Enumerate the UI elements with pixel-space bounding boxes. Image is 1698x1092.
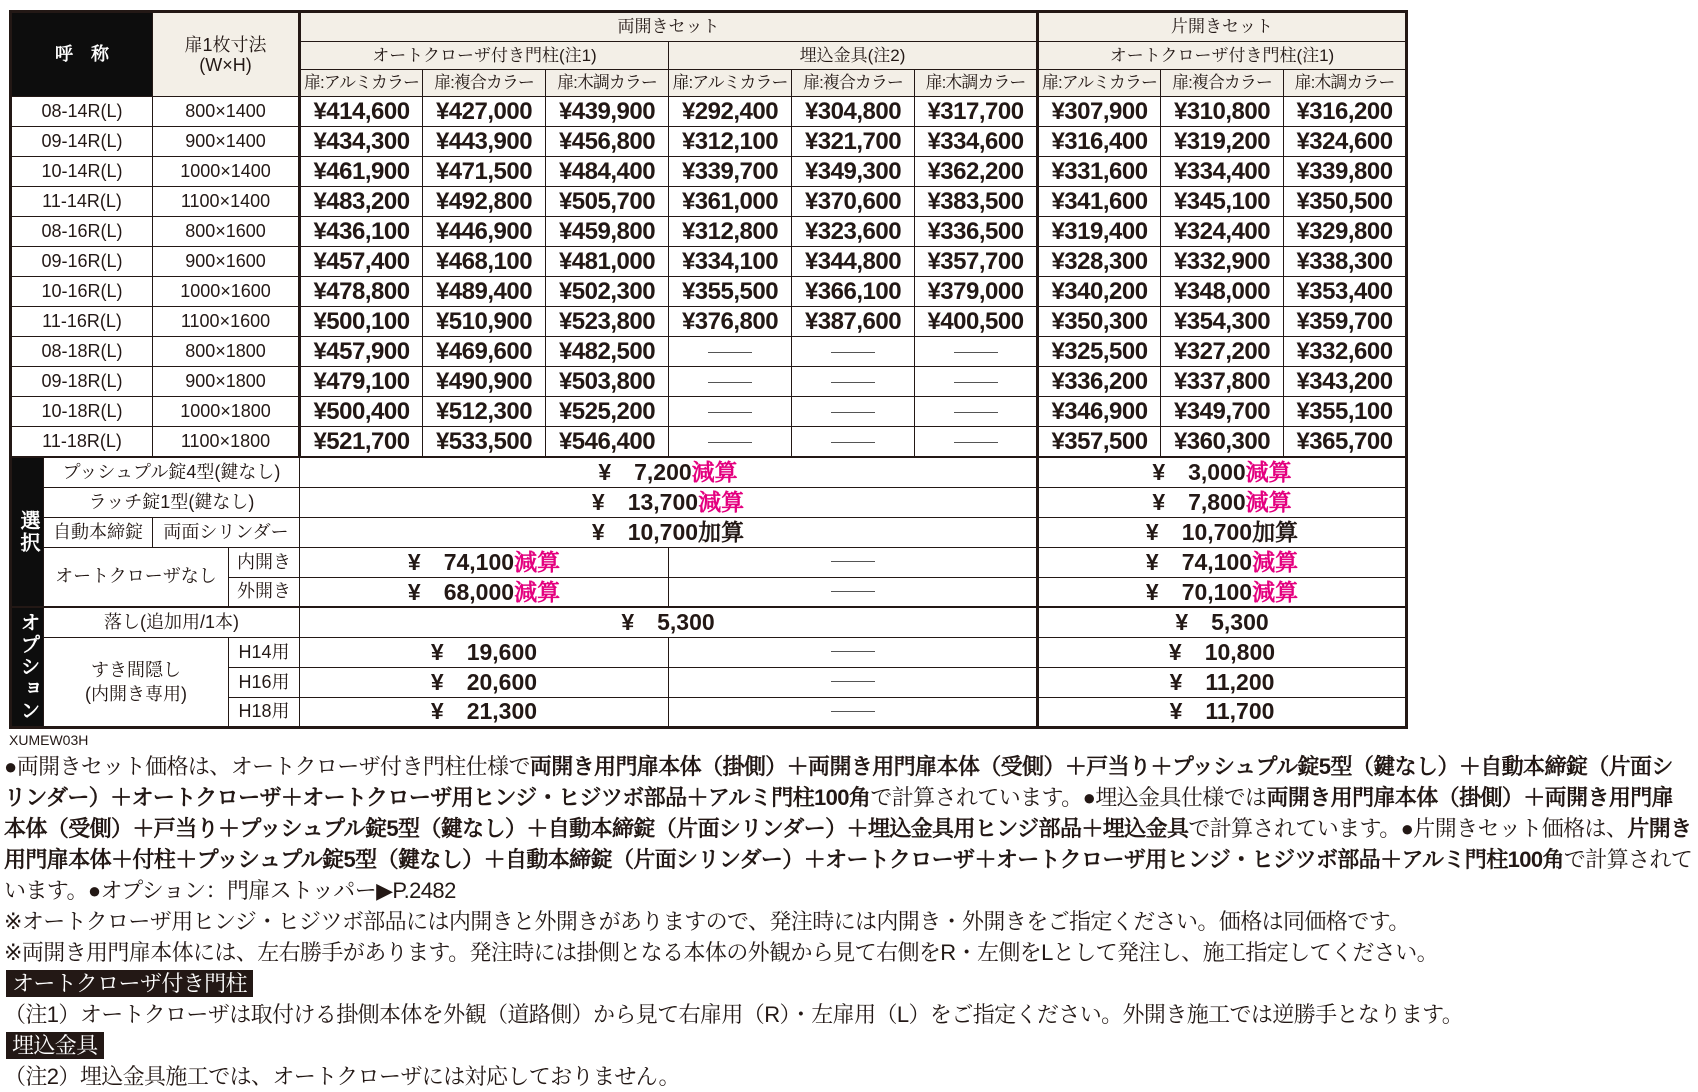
price-cell: ¥502,300: [546, 277, 669, 307]
dash-mark: [708, 382, 752, 383]
dash-mark: [831, 651, 875, 652]
price-cell: ¥360,300: [1161, 427, 1284, 458]
door-size: 1000×1600: [153, 277, 300, 307]
price-cell: ¥325,500: [1038, 337, 1161, 367]
adjust-type: 減算: [514, 578, 561, 605]
price-cell: ¥481,000: [546, 247, 669, 277]
price-cell: ¥327,200: [1161, 337, 1284, 367]
note-bold-segment: 片開き用門扉本体＋付柱＋プッシュプル錠5型（鍵なし）＋自動本締錠（片面シリンダー）＋オートクローザ＋オートクローザ用ヒンジ・ヒジツボ部品＋アルミ門柱100角: [4, 815, 1692, 872]
price-cell: ¥469,600: [423, 337, 546, 367]
table-row: [11, 337, 1407, 367]
opening-outer-label: 外開き: [229, 577, 300, 607]
model-name: 11-14R(L): [11, 187, 153, 217]
header-color: 扉:アルミカラー: [1038, 70, 1161, 97]
price-cell: ¥379,000: [915, 277, 1038, 307]
price-cell: ¥436,100: [300, 217, 423, 247]
price-cell: ¥324,400: [1161, 217, 1284, 247]
push-lock-label: プッシュプル錠4型(鍵なし): [44, 457, 300, 487]
dash-mark: [954, 382, 998, 383]
not-available: [915, 337, 1038, 367]
table-row: [11, 367, 1407, 397]
price-cell: ¥482,500: [546, 337, 669, 367]
price-cell: ¥546,400: [546, 427, 669, 458]
adjust-price: [1038, 577, 1407, 607]
price-cell: ¥479,100: [300, 367, 423, 397]
model-name: 10-16R(L): [11, 277, 153, 307]
price-value: ¥ 70,100: [1145, 578, 1253, 605]
adjust-price: [300, 517, 1038, 547]
price-cell: ¥346,900: [1038, 397, 1161, 427]
note-segment: で計算されています。●埋込金具仕様では: [870, 784, 1267, 810]
adjust-type: 減算: [1245, 488, 1292, 515]
price-cell: ¥339,800: [1284, 157, 1407, 187]
dash-mark: [831, 591, 875, 592]
option-row-drop: [11, 607, 1407, 637]
select-row-no-closer-inner: [11, 547, 1407, 577]
header-color: 扉:木調カラー: [915, 70, 1038, 97]
price-value: ¥ 13,700: [591, 488, 699, 515]
price-cell: ¥400,500: [915, 307, 1038, 337]
price-value: ¥ 74,100: [407, 548, 515, 575]
adjust-type: 減算: [1252, 578, 1299, 605]
adjust-price: [300, 607, 1038, 637]
price-cell: ¥349,700: [1161, 397, 1284, 427]
price-cell: ¥457,900: [300, 337, 423, 367]
select-row-latch: [11, 487, 1407, 517]
header-color: 扉:木調カラー: [546, 70, 669, 97]
dash-mark: [831, 561, 875, 562]
dash-mark: [831, 442, 875, 443]
price-cell: ¥533,500: [423, 427, 546, 458]
drop-rod-label: 落し(追加用/1本): [44, 607, 300, 637]
no-closer-label: オートクローザなし: [44, 547, 229, 607]
header-name: 呼 称: [11, 12, 153, 97]
table-row: [11, 427, 1407, 458]
dash-mark: [708, 412, 752, 413]
price-cell: ¥343,200: [1284, 367, 1407, 397]
door-size: 1000×1400: [153, 157, 300, 187]
price-cell: ¥312,100: [669, 127, 792, 157]
height-label: H14用: [229, 637, 300, 667]
price-cell: ¥483,200: [300, 187, 423, 217]
header-color: 扉:木調カラー: [1284, 70, 1407, 97]
not-available: [669, 577, 1038, 607]
model-name: 09-16R(L): [11, 247, 153, 277]
not-available: [792, 367, 915, 397]
price-cell: ¥304,800: [792, 97, 915, 127]
header-color: 扉:複合カラー: [792, 70, 915, 97]
header-embedded: 埋込金具(注2): [669, 42, 1038, 70]
header-color: 扉:アルミカラー: [300, 70, 423, 97]
note-segment: ●両開きセット価格は、オートクローザ付き門柱仕様で: [4, 753, 530, 779]
price-cell: ¥337,800: [1161, 367, 1284, 397]
note-hand: ※両開き用門扉本体には、左右勝手があります。発注時には掛側となる本体の外観から見て右側をR・左側をLとして発注し、施工指定してください。: [4, 939, 1439, 965]
not-available: [792, 427, 915, 458]
table-row: [11, 127, 1407, 157]
price-cell: ¥414,600: [300, 97, 423, 127]
not-available: [669, 337, 792, 367]
adjust-type: 加算: [1252, 518, 1299, 545]
table-row: [11, 397, 1407, 427]
price-cell: ¥323,600: [792, 217, 915, 247]
price-value: ¥ 3,000: [1152, 459, 1246, 486]
adjust-type: 減算: [514, 548, 561, 575]
price-cell: ¥459,800: [546, 217, 669, 247]
header-size: 扉1枚寸法 (W×H): [153, 12, 300, 97]
tag-embedded: 埋込金具: [6, 1032, 104, 1059]
model-name: 08-16R(L): [11, 217, 153, 247]
door-size: 800×1800: [153, 337, 300, 367]
price-cell: ¥316,200: [1284, 97, 1407, 127]
price-cell: ¥439,900: [546, 97, 669, 127]
adjust-type: 減算: [1252, 548, 1299, 575]
price-cell: ¥316,400: [1038, 127, 1161, 157]
price-cell: ¥376,800: [669, 307, 792, 337]
price-cell: ¥350,500: [1284, 187, 1407, 217]
dash-mark: [831, 681, 875, 682]
price-cell: ¥357,500: [1038, 427, 1161, 458]
price-cell: ¥370,600: [792, 187, 915, 217]
option-label: オプション: [11, 607, 44, 727]
price-cell: ¥357,700: [915, 247, 1038, 277]
model-name: 10-18R(L): [11, 397, 153, 427]
price-cell: ¥456,800: [546, 127, 669, 157]
price-cell: ¥344,800: [792, 247, 915, 277]
price-cell: ¥339,700: [669, 157, 792, 187]
price-cell: ¥510,900: [423, 307, 546, 337]
adjust-price: [300, 577, 669, 607]
price-cell: ¥505,700: [546, 187, 669, 217]
price-cell: ¥338,300: [1284, 247, 1407, 277]
price-cell: ¥353,400: [1284, 277, 1407, 307]
price-cell: ¥345,100: [1161, 187, 1284, 217]
price-cell: ¥334,600: [915, 127, 1038, 157]
tag-autocloser: オートクローザ付き門柱: [6, 970, 253, 997]
price-cell: ¥361,000: [669, 187, 792, 217]
door-size: 1000×1800: [153, 397, 300, 427]
price-cell: ¥492,800: [423, 187, 546, 217]
adjust-price: [1038, 457, 1407, 487]
price-cell: ¥471,500: [423, 157, 546, 187]
door-size: 800×1600: [153, 217, 300, 247]
not-available: [669, 667, 1038, 697]
option-row-gap: [11, 637, 1407, 667]
price-cell: ¥307,900: [1038, 97, 1161, 127]
price-cell: ¥490,900: [423, 367, 546, 397]
adjust-price: [1038, 667, 1407, 697]
price-cell: ¥362,200: [915, 157, 1038, 187]
note-bold-segment: 両開き用門扉本体（掛側）＋両開き用門扉本体（受側）＋戸当り＋プッシュプル錠5型（鍵なし）＋自動本締錠（片面シリンダー）＋オートクローザ＋オートクローザ用ヒンジ・ヒジツボ部品＋アルミ門柱100角: [4, 753, 1673, 810]
price-value: ¥ 74,100: [1145, 548, 1253, 575]
price-value: ¥ 11,200: [1169, 668, 1275, 695]
not-available: [669, 547, 1038, 577]
price-cell: ¥503,800: [546, 367, 669, 397]
price-value: ¥ 20,600: [430, 668, 538, 695]
price-cell: ¥468,100: [423, 247, 546, 277]
price-cell: ¥354,300: [1161, 307, 1284, 337]
price-cell: ¥355,100: [1284, 397, 1407, 427]
select-row-deadbolt: [11, 517, 1407, 547]
adjust-type: 減算: [698, 488, 745, 515]
price-value: ¥ 10,700: [1145, 518, 1253, 545]
product-code: XUMEW03H: [9, 731, 89, 748]
price-value: ¥ 11,700: [1169, 698, 1275, 725]
dash-mark: [954, 352, 998, 353]
price-cell: ¥484,400: [546, 157, 669, 187]
adjust-price: [300, 637, 669, 667]
price-cell: ¥292,400: [669, 97, 792, 127]
price-value: ¥ 5,300: [1175, 609, 1269, 636]
header-color: 扉:複合カラー: [423, 70, 546, 97]
price-cell: ¥348,000: [1161, 277, 1284, 307]
model-name: 11-18R(L): [11, 427, 153, 458]
price-cell: ¥336,500: [915, 217, 1038, 247]
price-cell: ¥489,400: [423, 277, 546, 307]
adjust-type: 減算: [691, 459, 738, 486]
note-1: （注1）オートクローザは取付ける掛側本体を外観（道路側）から見て右扉用（R）・左扉用（L）をご指定ください。外開き施工では逆勝手となります。: [4, 1001, 1464, 1027]
not-available: [792, 337, 915, 367]
note-segment: で計算されています。●オプション：門扉ストッパー▶P.2482: [4, 846, 1693, 903]
model-name: 11-16R(L): [11, 307, 153, 337]
not-available: [669, 637, 1038, 667]
price-cell: ¥321,700: [792, 127, 915, 157]
price-value: ¥ 68,000: [407, 578, 515, 605]
price-value: ¥ 5,300: [621, 609, 715, 636]
price-cell: ¥461,900: [300, 157, 423, 187]
dash-mark: [831, 352, 875, 353]
gap-cover-label: すき間隠し (内開き専用): [44, 637, 229, 727]
price-cell: ¥443,900: [423, 127, 546, 157]
price-cell: ¥334,100: [669, 247, 792, 277]
price-cell: ¥355,500: [669, 277, 792, 307]
model-name: 08-14R(L): [11, 97, 153, 127]
header-single-set: 片開きセット: [1038, 12, 1407, 42]
price-value: ¥ 7,200: [598, 459, 692, 486]
price-value: ¥ 10,700: [591, 518, 699, 545]
dash-mark: [708, 442, 752, 443]
select-row-push: [11, 457, 1407, 487]
price-cell: ¥512,300: [423, 397, 546, 427]
price-cell: ¥324,600: [1284, 127, 1407, 157]
adjust-price: [300, 487, 1038, 517]
model-name: 10-14R(L): [11, 157, 153, 187]
price-cell: ¥523,800: [546, 307, 669, 337]
price-cell: ¥341,600: [1038, 187, 1161, 217]
price-cell: ¥331,600: [1038, 157, 1161, 187]
price-cell: ¥500,400: [300, 397, 423, 427]
adjust-price: [1038, 487, 1407, 517]
door-size: 800×1400: [153, 97, 300, 127]
height-label: H18用: [229, 697, 300, 727]
select-label: 選択: [11, 457, 44, 607]
price-value: ¥ 19,600: [430, 638, 538, 665]
door-size: 1100×1800: [153, 427, 300, 458]
table-row: [11, 277, 1407, 307]
height-label: H16用: [229, 667, 300, 697]
price-cell: ¥332,900: [1161, 247, 1284, 277]
table-row: [11, 157, 1407, 187]
deadbolt-label: 自動本締錠: [44, 517, 153, 547]
adjust-type: 減算: [1245, 459, 1292, 486]
note-segment: で計算されています。●片開きセット価格は、: [1188, 815, 1628, 841]
price-value: ¥ 10,800: [1168, 638, 1276, 665]
notes: [4, 751, 1694, 1092]
adjust-price: [1038, 517, 1407, 547]
price-cell: ¥332,600: [1284, 337, 1407, 367]
price-cell: ¥350,300: [1038, 307, 1161, 337]
door-size: 900×1800: [153, 367, 300, 397]
price-cell: ¥334,400: [1161, 157, 1284, 187]
opening-inner-label: 内開き: [229, 547, 300, 577]
note-bold-segment: 両開き用門扉本体（掛側）＋両開き用門扉本体（受側）＋戸当り＋プッシュプル錠5型（鍵なし）＋自動本締錠（片面シリンダー）＋埋込金具用ヒンジ部品＋埋込金具: [4, 784, 1674, 841]
adjust-price: [300, 697, 669, 727]
price-value: ¥ 7,800: [1152, 488, 1246, 515]
price-value: ¥ 21,300: [430, 698, 538, 725]
door-size: 1100×1400: [153, 187, 300, 217]
header-color: 扉:複合カラー: [1161, 70, 1284, 97]
price-cell: ¥328,300: [1038, 247, 1161, 277]
adjust-price: [1038, 547, 1407, 577]
door-size: 900×1600: [153, 247, 300, 277]
door-size: 900×1400: [153, 127, 300, 157]
price-cell: ¥310,800: [1161, 97, 1284, 127]
note-pricing: [4, 751, 1694, 906]
price-cell: ¥457,400: [300, 247, 423, 277]
adjust-type: 加算: [698, 518, 745, 545]
header-double-set: 両開きセット: [300, 12, 1038, 42]
adjust-price: [300, 667, 669, 697]
table-row: [11, 97, 1407, 127]
adjust-price: [1038, 607, 1407, 637]
table-row: [11, 217, 1407, 247]
header-autocloser-single: オートクローザ付き門柱(注1): [1038, 42, 1407, 70]
price-cell: ¥366,100: [792, 277, 915, 307]
adjust-price: [300, 457, 1038, 487]
not-available: [669, 397, 792, 427]
price-cell: ¥525,200: [546, 397, 669, 427]
price-cell: ¥336,200: [1038, 367, 1161, 397]
price-cell: ¥500,100: [300, 307, 423, 337]
price-cell: ¥349,300: [792, 157, 915, 187]
price-cell: ¥365,700: [1284, 427, 1407, 458]
price-cell: ¥319,400: [1038, 217, 1161, 247]
dash-mark: [954, 442, 998, 443]
not-available: [669, 427, 792, 458]
dash-mark: [831, 711, 875, 712]
not-available: [915, 367, 1038, 397]
not-available: [792, 397, 915, 427]
price-cell: ¥317,700: [915, 97, 1038, 127]
not-available: [669, 697, 1038, 727]
price-cell: ¥312,800: [669, 217, 792, 247]
dash-mark: [708, 352, 752, 353]
deadbolt-cylinder-label: 両面シリンダー: [153, 517, 300, 547]
price-cell: ¥387,600: [792, 307, 915, 337]
price-cell: ¥359,700: [1284, 307, 1407, 337]
dash-mark: [954, 412, 998, 413]
note-2: （注2）埋込金具施工では、オートクローザには対応しておりません。: [4, 1063, 680, 1089]
price-cell: ¥446,900: [423, 217, 546, 247]
table-row: [11, 187, 1407, 217]
note-hinge: ※オートクローザ用ヒンジ・ヒジツボ部品には内開きと外開きがありますので、発注時には内開き・外開きをご指定ください。価格は同価格です。: [4, 908, 1410, 934]
price-cell: ¥319,200: [1161, 127, 1284, 157]
not-available: [915, 397, 1038, 427]
price-cell: ¥427,000: [423, 97, 546, 127]
header-color: 扉:アルミカラー: [669, 70, 792, 97]
price-cell: ¥340,200: [1038, 277, 1161, 307]
price-cell: ¥434,300: [300, 127, 423, 157]
model-name: 09-18R(L): [11, 367, 153, 397]
dash-mark: [831, 412, 875, 413]
model-name: 09-14R(L): [11, 127, 153, 157]
not-available: [669, 367, 792, 397]
dash-mark: [831, 382, 875, 383]
not-available: [915, 427, 1038, 458]
header-autocloser: オートクローザ付き門柱(注1): [300, 42, 669, 70]
table-row: [11, 247, 1407, 277]
price-table: [9, 10, 1408, 729]
price-cell: ¥383,500: [915, 187, 1038, 217]
latch-lock-label: ラッチ錠1型(鍵なし): [44, 487, 300, 517]
model-name: 08-18R(L): [11, 337, 153, 367]
door-size: 1100×1600: [153, 307, 300, 337]
table-row: [11, 307, 1407, 337]
price-cell: ¥521,700: [300, 427, 423, 458]
adjust-price: [300, 547, 669, 577]
price-cell: ¥329,800: [1284, 217, 1407, 247]
adjust-price: [1038, 637, 1407, 667]
price-cell: ¥478,800: [300, 277, 423, 307]
adjust-price: [1038, 697, 1407, 727]
